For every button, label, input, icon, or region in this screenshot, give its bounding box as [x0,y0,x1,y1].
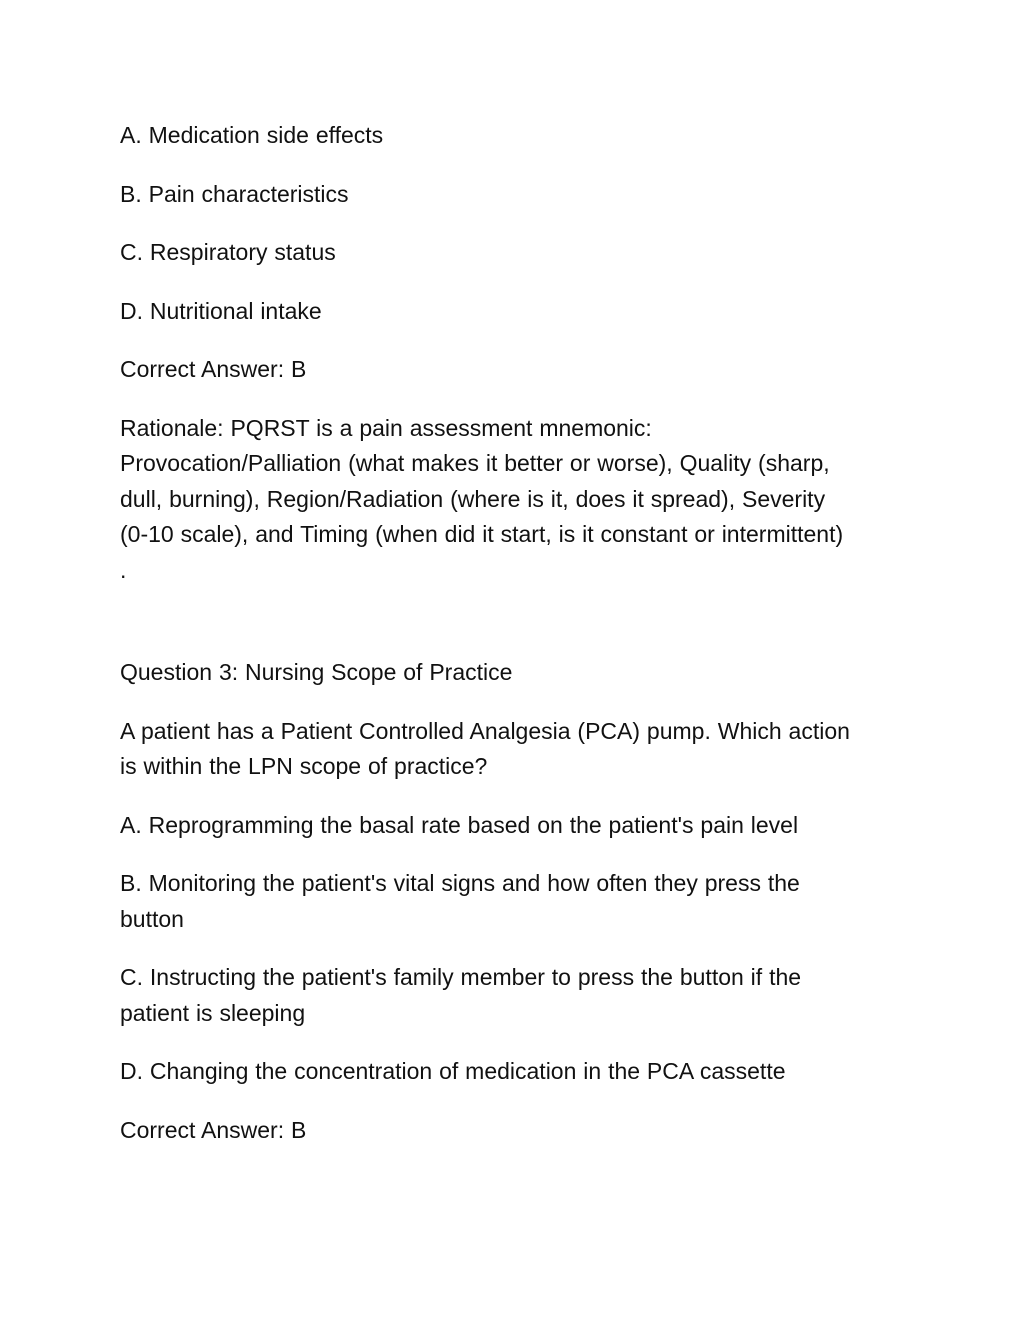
stem-line: A patient has a Patient Controlled Analgesia (PCA) pump. Which action [120,717,850,744]
option-line: C. Instructing the patient's family member to press the button if the [120,964,802,990]
q3-option-b [120,866,905,937]
q2-rationale [120,411,905,589]
q2-option-c: C. Respiratory status [120,239,336,265]
section-spacer [120,611,905,655]
stem-line: is within the LPN scope of practice? [120,753,488,779]
q3-correct-answer: Correct Answer: B [120,1116,307,1143]
option-line: button [120,905,184,932]
q3-heading: Question 3: Nursing Scope of Practice [120,659,513,685]
rationale-line: Provocation/Palliation (what makes it better or worse), Quality (sharp, [120,450,830,476]
option-line: patient is sleeping [120,999,306,1026]
rationale-line: . [120,556,127,583]
q2-option-a: A. Medication side effects [120,122,384,148]
q3-stem [120,714,905,785]
q3-option-c [120,960,905,1031]
q3-option-a: A. Reprogramming the basal rate based on the patient's pain level [120,811,799,838]
q2-correct-answer: Correct Answer: B [120,356,307,382]
rationale-line: Rationale: PQRST is a pain assessment mnemonic: [120,414,652,441]
rationale-line: dull, burning), Region/Radiation (where is it, does it spread), Severity [120,485,826,512]
rationale-line: (0-10 scale), and Timing (when did it start, is it constant or intermittent) [120,521,844,547]
q2-option-d: D. Nutritional intake [120,297,322,324]
q3-option-d: D. Changing the concentration of medication in the PCA cassette [120,1058,786,1084]
option-line: B. Monitoring the patient's vital signs and how often they press the [120,870,800,896]
document-page [120,118,905,1171]
q2-option-b: B. Pain characteristics [120,180,349,207]
